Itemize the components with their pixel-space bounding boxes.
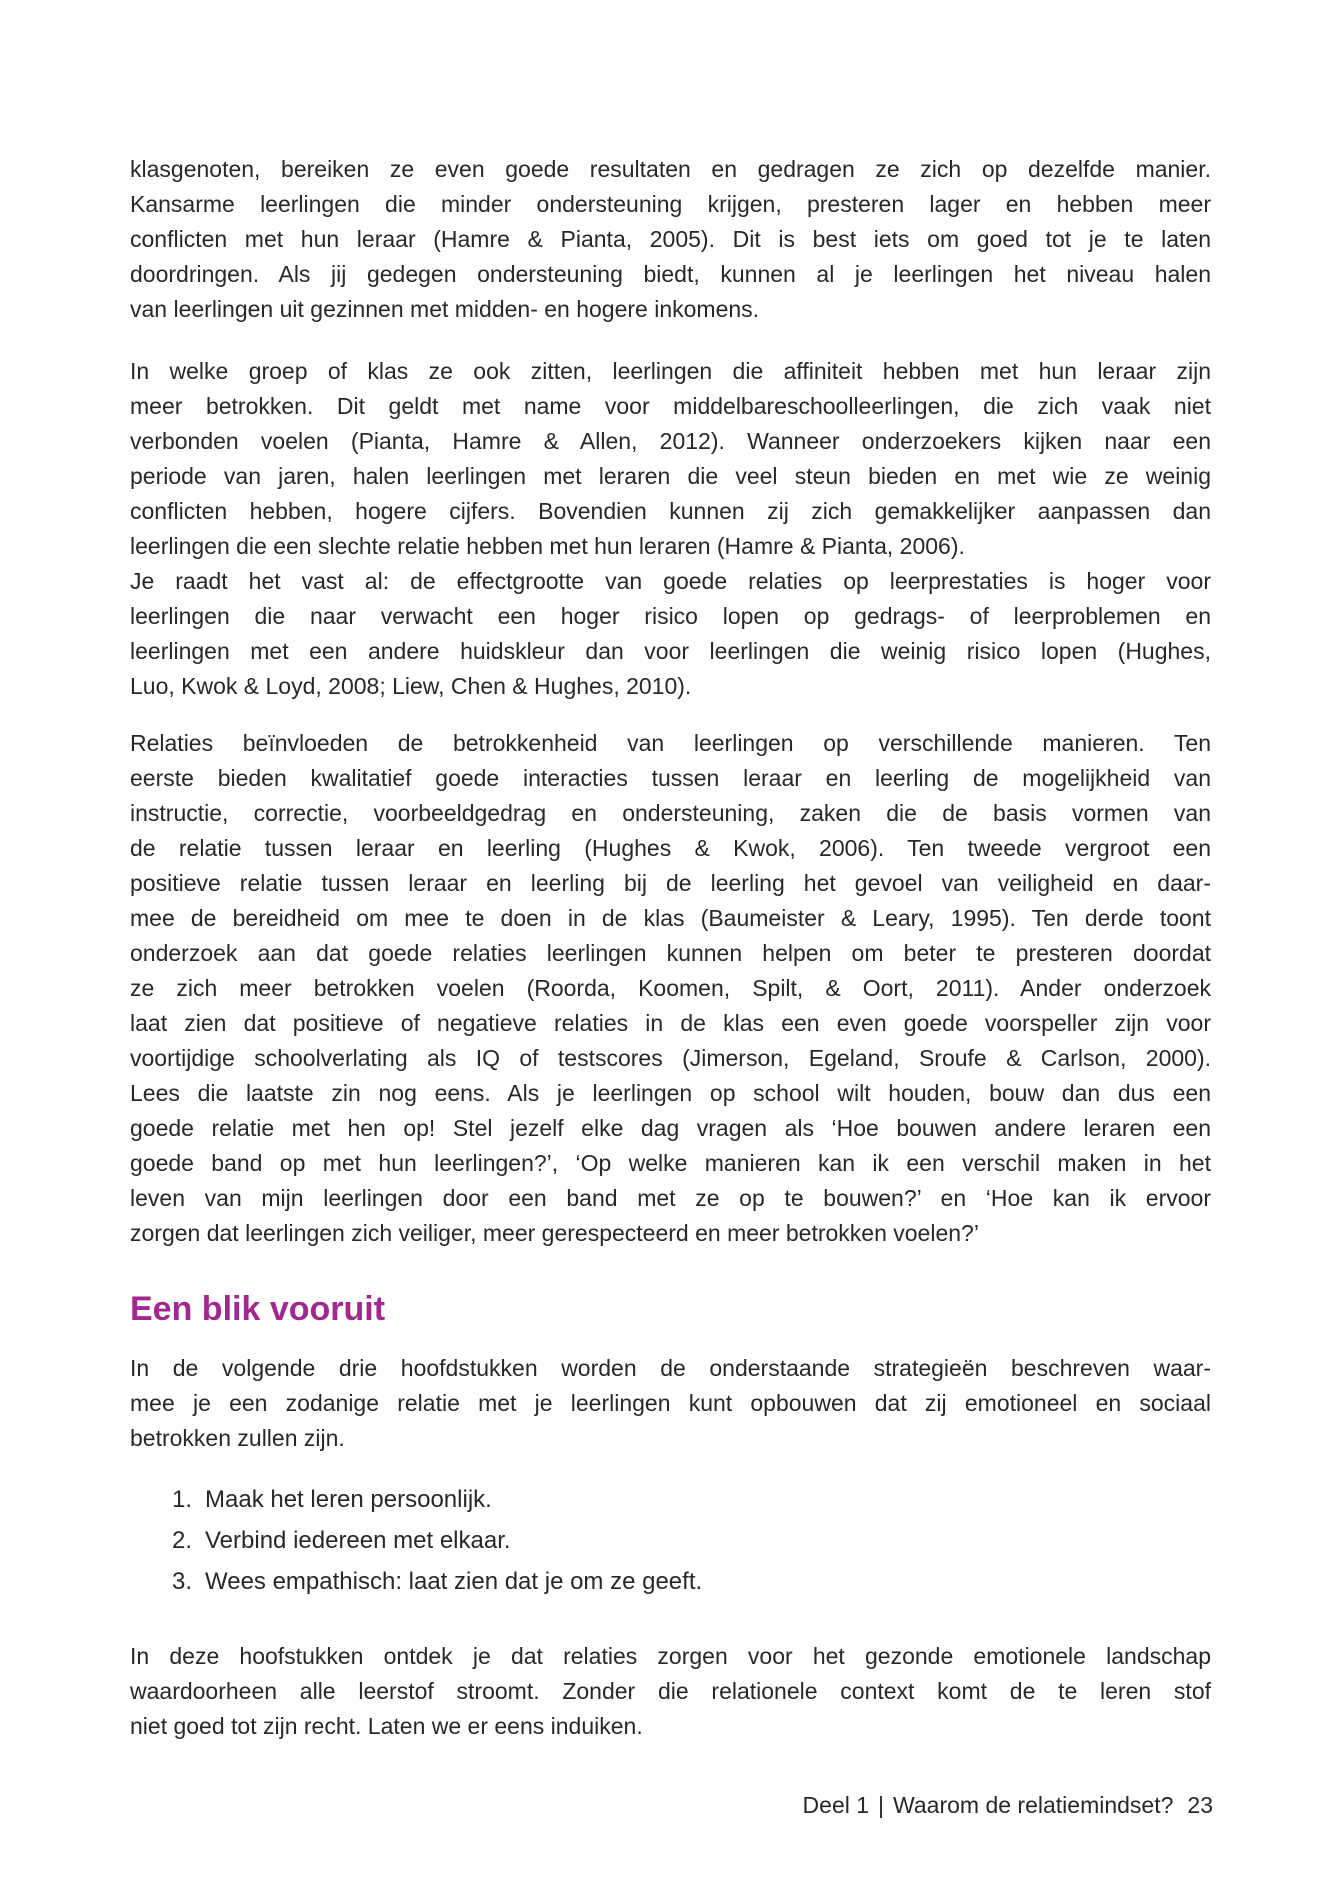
text-line: In de volgende drie hoofdstukken worden de onderstaande strategieën beschreven waar- (130, 1355, 1211, 1381)
text-line: goede band op met hun leerlingen?’, ‘Op welke manieren kan ik een verschil maken in het (130, 1150, 1211, 1176)
text-line: klasgenoten, bereiken ze even goede resultaten en gedragen ze zich op dezelfde manier. (130, 156, 1211, 182)
text-line: conflicten met hun leraar (Hamre & Pianta, 2005). Dit is best iets om goed tot je te laten (130, 226, 1211, 252)
text-line: conflicten hebben, hogere cijfers. Bovendien kunnen zij zich gemakkelijker aanpassen dan (130, 498, 1211, 524)
footer-part-label: Deel 1 (802, 1792, 870, 1818)
section-heading: Een blik vooruit (130, 1290, 386, 1328)
list-item (130, 1523, 1211, 1558)
list-item (130, 1482, 1211, 1517)
paragraph-klasgenoten (130, 152, 1211, 327)
list-item-number: 3. (172, 1568, 193, 1595)
paragraph-closing (130, 1639, 1211, 1744)
paragraph-relaties-beinvloeden (130, 726, 1211, 1251)
list-item-text: Maak het leren persoonlijk. (205, 1486, 492, 1513)
text-line: leven van mijn leerlingen door een band met ze op te bouwen?’ en ‘Hoe kan ik ervoor (130, 1185, 1211, 1211)
list-item-number: 2. (172, 1527, 193, 1554)
text-line: onderzoek aan dat goede relaties leerlingen kunnen helpen om beter te presteren doordat (130, 940, 1211, 966)
text-line: niet goed tot zijn recht. Laten we er eens induiken. (130, 1713, 643, 1739)
text-line: Luo, Kwok & Loyd, 2008; Liew, Chen & Hughes, 2010). (130, 673, 692, 699)
text-line: waardoorheen alle leerstof stroomt. Zonder die relationele context komt de te leren stof (130, 1678, 1211, 1704)
text-line: ze zich meer betrokken voelen (Roorda, Koomen, Spilt, & Oort, 2011). Ander onderzoek (130, 975, 1211, 1001)
text-line: Lees die laatste zin nog eens. Als je leerlingen op school wilt houden, bouw dan dus een (130, 1080, 1211, 1106)
list-item-text: Verbind iedereen met elkaar. (205, 1527, 511, 1554)
text-line: de relatie tussen leraar en leerling (Hughes & Kwok, 2006). Ten tweede vergroot een (130, 835, 1211, 861)
text-line: doordringen. Als jij gedegen ondersteuning biedt, kunnen al je leerlingen het niveau halen (130, 261, 1211, 287)
text-line: voortijdige schoolverlating als IQ of testscores (Jimerson, Egeland, Sroufe & Carlson, 2000). (130, 1045, 1211, 1071)
text-line: Je raadt het vast al: de effectgrootte van goede relaties op leerprestaties is hoger voor (130, 568, 1211, 594)
text-line: periode van jaren, halen leerlingen met leraren die veel steun bieden en met wie ze weinig (130, 463, 1211, 489)
text-line: leerlingen met een andere huidskleur dan voor leerlingen die weinig risico lopen (Hughes, (130, 638, 1211, 664)
text-line: zorgen dat leerlingen zich veiliger, meer gerespecteerd en meer betrokken voelen?’ (130, 1220, 979, 1246)
text-line: In deze hoofstukken ontdek je dat relaties zorgen voor het gezonde emotionele landschap (130, 1643, 1211, 1669)
footer-separator: | (878, 1792, 885, 1818)
text-line: instructie, correctie, voorbeeldgedrag en ondersteuning, zaken die de basis vormen van (130, 800, 1211, 826)
page-footer (803, 1790, 1213, 1820)
text-line: leerlingen die naar verwacht een hoger risico lopen op gedrags- of leerproblemen en (130, 603, 1211, 629)
text-line: leerlingen die een slechte relatie hebben met hun leraren (Hamre & Pianta, 2006). (130, 533, 965, 559)
text-line: verbonden voelen (Pianta, Hamre & Allen, 2012). Wanneer onderzoekers kijken naar een (130, 428, 1211, 454)
text-line: Relaties beïnvloeden de betrokkenheid van leerlingen op verschillende manieren. Ten (130, 730, 1211, 756)
text-line: positieve relatie tussen leraar en leerling bij de leerling het gevoel van veiligheid en daar- (130, 870, 1211, 896)
page-number: 23 (1187, 1792, 1213, 1818)
list-item (130, 1564, 1211, 1599)
text-line: mee je een zodanige relatie met je leerlingen kunt opbouwen dat zij emotioneel en sociaal (130, 1390, 1211, 1416)
list-item-number: 1. (172, 1486, 193, 1513)
text-line: eerste bieden kwalitatief goede interacties tussen leraar en leerling de mogelijkheid van (130, 765, 1211, 791)
text-line: laat zien dat positieve of negatieve relaties in de klas een even goede voorspeller zijn voor (130, 1010, 1211, 1036)
text-line: van leerlingen uit gezinnen met midden- en hogere inkomens. (130, 296, 760, 322)
paragraph-intro-strategieen (130, 1351, 1211, 1456)
paragraph-in-welke-groep (130, 354, 1211, 564)
text-line: mee de bereidheid om mee te doen in de klas (Baumeister & Leary, 1995). Ten derde toont (130, 905, 1211, 931)
text-line: In welke groep of klas ze ook zitten, leerlingen die affiniteit hebben met hun leraar zijn (130, 358, 1211, 384)
paragraph-je-raadt-het (130, 564, 1211, 704)
text-line: betrokken zullen zijn. (130, 1425, 345, 1451)
footer-chapter-title: Waarom de relatiemindset? (893, 1792, 1174, 1818)
text-line: Kansarme leerlingen die minder ondersteuning krijgen, presteren lager en hebben meer (130, 191, 1211, 217)
strategies-list (130, 1482, 1211, 1605)
list-item-text: Wees empathisch: laat zien dat je om ze geeft. (205, 1568, 703, 1595)
text-line: meer betrokken. Dit geldt met name voor middelbareschoolleerlingen, die zich vaak niet (130, 393, 1211, 419)
text-line: goede relatie met hen op! Stel jezelf elke dag vragen als ‘Hoe bouwen andere leraren een (130, 1115, 1211, 1141)
